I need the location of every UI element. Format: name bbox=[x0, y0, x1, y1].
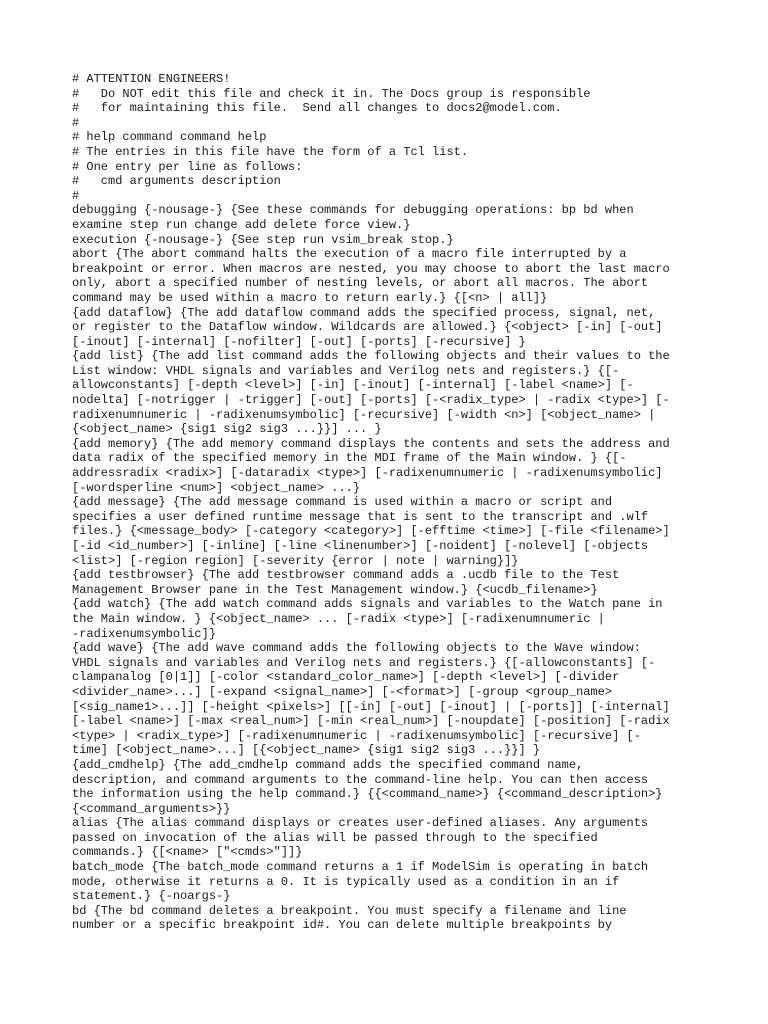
text-line: {<command_arguments>}} bbox=[72, 801, 231, 816]
text-line: # help command command help bbox=[72, 130, 267, 145]
text-line: examine step run change add delete force view.} bbox=[72, 217, 411, 232]
text-line: allowconstants] [-depth <level>] [-in] [-inout] [-internal] [-label <name>] [- bbox=[72, 378, 634, 393]
text-line: [<sig_name1>...]] [-height <pixels>] [[-in] [-out] [-inout] | [-ports]] [-internal] bbox=[72, 699, 670, 714]
text-line: {add message} {The add message command is used within a macro or script and bbox=[72, 495, 613, 510]
text-line: number or a specific breakpoint id#. You can delete multiple breakpoints by bbox=[72, 918, 613, 933]
text-line: the Main window. } {<object_name> ... [-radix <type>] [-radixenumnumeric | bbox=[72, 611, 605, 626]
text-line: <type> | <radix_type>] [-radixenumnumeric | -radixenumsymbolic] [-recursive] [- bbox=[72, 728, 641, 743]
text-line: addressradix <radix>] [-dataradix <type>] [-radixenumnumeric | -radixenumsymbolic] bbox=[72, 466, 663, 481]
text-line: # for maintaining this file. Send all changes to docs2@model.com. bbox=[72, 101, 562, 116]
text-line: batch_mode {The batch_mode command returns a 1 if ModelSim is operating in batch bbox=[72, 860, 649, 875]
text-line: # bbox=[72, 115, 80, 130]
text-line: {add_cmdhelp} {The add_cmdhelp command adds the specified command name, bbox=[72, 757, 584, 772]
text-line: data radix of the specified memory in the MDI frame of the Main window. } {[- bbox=[72, 451, 627, 466]
text-line: [-id <id_number>] [-inline] [-line <linenumber>] [-noident] [-nolevel] [-objects bbox=[72, 539, 649, 553]
text-line: description, and command arguments to the command-line help. You can then access bbox=[72, 772, 649, 787]
text-line: mode, otherwise it returns a 0. It is typically used as a condition in an if bbox=[72, 874, 620, 889]
text-line: files.} {<message_body> [-category <category>] [-efftime <time>] [-file <filename>] bbox=[72, 524, 670, 539]
text-line: or register to the Dataflow window. Wildcards are allowed.} {<object> [-in] [-out] bbox=[72, 320, 663, 335]
text-line: radixenumnumeric | -radixenumsymbolic] [-recursive] [-width <n>] [<object_name> | bbox=[72, 407, 656, 422]
text-line: nodelta] [-notrigger | -trigger] [-out] [-ports] [-<radix_type> | -radix <type>] [- bbox=[72, 393, 670, 408]
text-line: VHDL signals and variables and Verilog nets and registers.} {[-allowconstants] [- bbox=[72, 655, 656, 670]
text-line: time] [<object_name>...] [{<object_name> {sig1 sig2 sig3 ...}}] } bbox=[72, 743, 541, 758]
text-line: passed on invocation of the alias will be passed through to the specified bbox=[72, 830, 598, 845]
text-line: command may be used within a macro to return early.} {[<n> | all]} bbox=[72, 290, 548, 305]
text-line: alias {The alias command displays or creates user-defined aliases. Any arguments bbox=[72, 816, 649, 831]
text-line: Management Browser pane in the Test Management window.} {<ucdb_filename>} bbox=[72, 582, 598, 597]
text-line: debugging {-nousage-} {See these commands for debugging operations: bp bd when bbox=[72, 203, 634, 218]
text-line: [-wordsperline <num>] <object_name> ...} bbox=[72, 480, 361, 495]
text-line: only, abort a specified number of nesting levels, or abort all macros. The abort bbox=[72, 276, 649, 291]
text-line: bd {The bd command deletes a breakpoint. You must specify a filename and line bbox=[72, 903, 627, 918]
text-line: # cmd arguments description bbox=[72, 174, 281, 189]
text-line: # Do NOT edit this file and check it in. The Docs group is responsible bbox=[72, 86, 591, 101]
text-line: execution {-nousage-} {See step run vsim_break stop.} bbox=[72, 232, 454, 247]
text-line: [-inout] [-internal] [-nofilter] [-out] [-ports] [-recursive] } bbox=[72, 334, 526, 349]
text-line: -radixenumsymbolic]} bbox=[72, 626, 217, 641]
text-line: breakpoint or error. When macros are nested, you may choose to abort the last macro bbox=[72, 261, 670, 276]
text-line: # ATTENTION ENGINEERS! bbox=[72, 72, 231, 86]
text-line: {<object_name> {sig1 sig2 sig3 ...}}] ... } bbox=[72, 422, 382, 437]
text-line: statement.} {-noargs-} bbox=[72, 889, 231, 904]
text-line: List window: VHDL signals and variables and Verilog nets and registers.} {[- bbox=[72, 363, 620, 378]
text-line: <list>] [-region region] [-severity {error | note | warning}]} bbox=[72, 553, 519, 568]
text-line: {add list} {The add list command adds the following objects and their values to the bbox=[72, 349, 670, 364]
text-line: <divider_name>...] [-expand <signal_name>] [-<format>] [-group <group_name> bbox=[72, 684, 613, 699]
text-line: {add watch} {The add watch command adds signals and variables to the Watch pane in bbox=[72, 597, 663, 612]
text-line: clampanalog [0|1]] [-color <standard_color_name>] [-depth <level>] [-divider bbox=[72, 670, 620, 685]
text-line: abort {The abort command halts the execution of a macro file interrupted by a bbox=[72, 247, 627, 262]
text-line: the information using the help command.} {{<command_name>} {<command_description>} bbox=[72, 787, 663, 802]
text-line: # The entries in this file have the form of a Tcl list. bbox=[72, 144, 469, 159]
text-line: # One entry per line as follows: bbox=[72, 159, 303, 174]
text-line: [-label <name>] [-max <real_num>] [-min <real_num>] [-noupdate] [-position] [-radix bbox=[72, 714, 670, 729]
text-line: commands.} {[<name> ["<cmds>"]]} bbox=[72, 845, 303, 860]
text-line: # bbox=[72, 188, 80, 203]
text-line: {add wave} {The add wave command adds the following objects to the Wave window: bbox=[72, 641, 641, 656]
text-line: {add testbrowser} {The add testbrowser command adds a .ucdb file to the Test bbox=[72, 568, 620, 583]
text-line: {add memory} {The add memory command displays the contents and sets the address and bbox=[72, 436, 670, 451]
document-text bbox=[72, 72, 732, 933]
text-line: specifies a user defined runtime message that is sent to the transcript and .wlf bbox=[72, 509, 649, 524]
text-line: {add dataflow} {The add dataflow command adds the specified process, signal, net, bbox=[72, 305, 656, 320]
